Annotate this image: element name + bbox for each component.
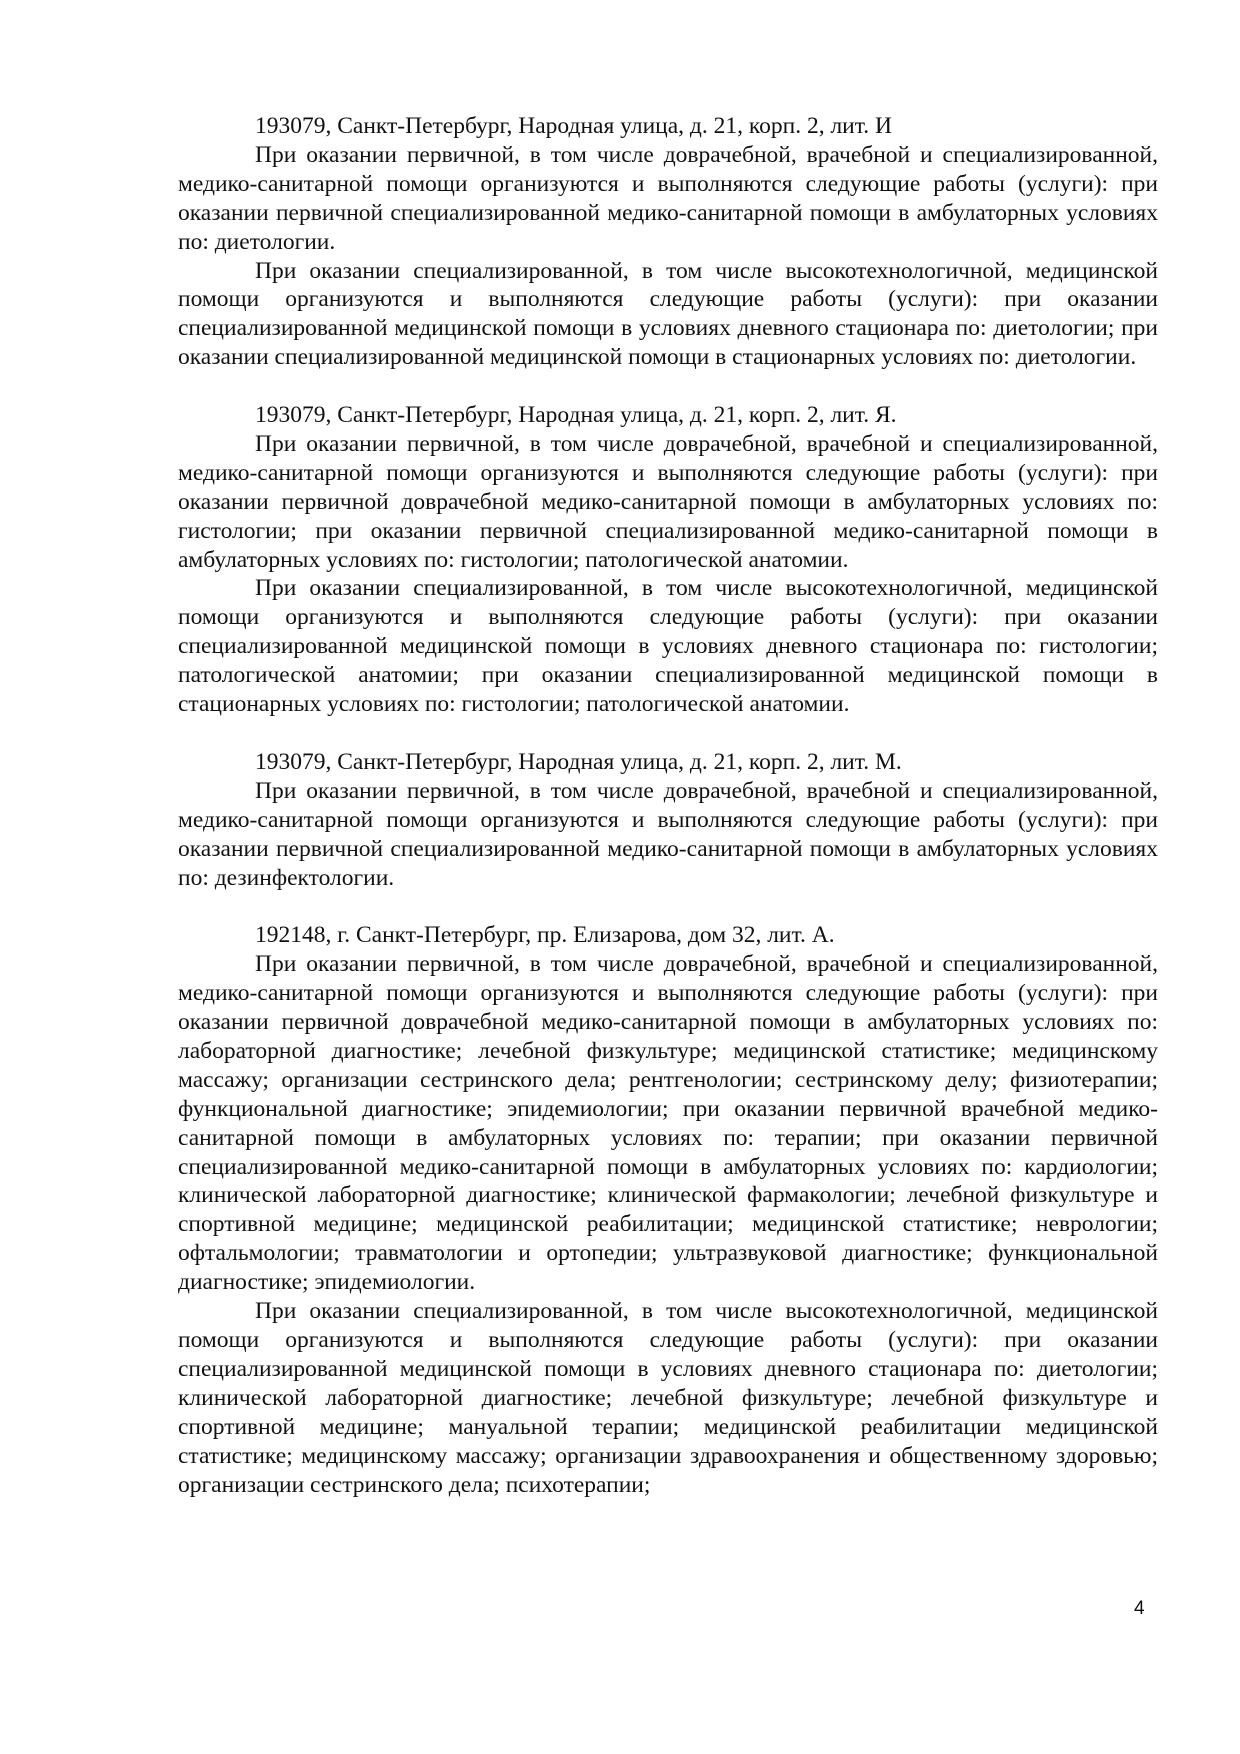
address-section — [178, 921, 1158, 1499]
body-paragraph: При оказании первичной, в том числе доврачебной, врачебной и специализированной, медико-санитарной помощи организуются и выполняются следующие работы (услуги): при оказании первичной доврачебной медико-санитарной помощи в амбулаторных условиях по: лабораторной диагностике; лечебной физкультуре; медицинской статистике; медицинскому массажу; организации сестринского дела; рентгенологии; сестринскому делу; физиотерапии; функциональной диагностике; эпидемиологии; при оказании первичной врачебной медико-санитарной помощи в амбулаторных условиях по: терапии; при оказании первичной специализированной медико-санитарной помощи в амбулаторных условиях по: кардиологии; клинической лабораторной диагностике; клинической фармакологии; лечебной физкультуре и спортивной медицине; медицинской реабилитации; медицинской статистике; неврологии; офтальмологии; травматологии и ортопедии; ультразвуковой диагностике; функциональной диагностике; эпидемиологии. — [178, 951, 1158, 1296]
page-number: 4 — [1134, 1598, 1145, 1619]
body-paragraph: При оказании специализированной, в том числе высокотехнологичной, медицинской помощи организуются и выполняются следующие работы (услуги): при оказании специализированной медицинской помощи в условиях дневного стационара по: гистологии; патологической анатомии; при оказании специализированной медицинской помощи в стационарных условиях по: гистологии; патологической анатомии. — [178, 575, 1158, 718]
address-heading: 192148, г. Санкт-Петербург, пр. Елизарова, дом 32, лит. А. — [255, 922, 835, 949]
address-section — [178, 401, 1158, 719]
address-heading: 193079, Санкт-Петербург, Народная улица, д. 21, корп. 2, лит. М. — [255, 748, 902, 775]
address-section — [178, 748, 1158, 893]
body-paragraph: При оказании первичной, в том числе доврачебной, врачебной и специализированной, медико-санитарной помощи организуются и выполняются следующие работы (услуги): при оказании первичной специализированной медико-санитарной помощи в амбулаторных условиях по: диетологии. — [178, 141, 1158, 255]
address-heading: 193079, Санкт-Петербург, Народная улица, д. 21, корп. 2, лит. И — [255, 113, 892, 139]
body-paragraph: При оказании первичной, в том числе доврачебной, врачебной и специализированной, медико-санитарной помощи организуются и выполняются следующие работы (услуги): при оказании первичной специализированной медико-санитарной помощи в амбулаторных условиях по: дезинфектологии. — [178, 777, 1158, 891]
document-page — [178, 112, 1158, 1528]
body-paragraph: При оказании первичной, в том числе доврачебной, врачебной и специализированной, медико-санитарной помощи организуются и выполняются следующие работы (услуги): при оказании первичной доврачебной медико-санитарной помощи в амбулаторных условиях по: гистологии; при оказании первичной специализированной медико-санитарной помощи в амбулаторных условиях по: гистологии; патологической анатомии. — [178, 430, 1158, 573]
address-section — [178, 112, 1158, 372]
body-paragraph: При оказании специализированной, в том числе высокотехнологичной, медицинской помощи организуются и выполняются следующие работы (услуги): при оказании специализированной медицинской помощи в условиях дневного стационара по: диетологии; клинической лабораторной диагностике; лечебной физкультуре; лечебной физкультуре и спортивной медицине; мануальной терапии; медицинской реабилитации медицинской статистике; медицинскому массажу; организации здравоохранения и общественному здоровью; организации сестринского дела; психотерапии; — [178, 1298, 1158, 1498]
address-heading: 193079, Санкт-Петербург, Народная улица, д. 21, корп. 2, лит. Я. — [255, 402, 897, 429]
body-paragraph: При оказании специализированной, в том числе высокотехнологичной, медицинской помощи организуются и выполняются следующие работы (услуги): при оказании специализированной медицинской помощи в условиях дневного стационара по: диетологии; при оказании специализированной медицинской помощи в стационарных условиях по: диетологии. — [178, 257, 1158, 371]
